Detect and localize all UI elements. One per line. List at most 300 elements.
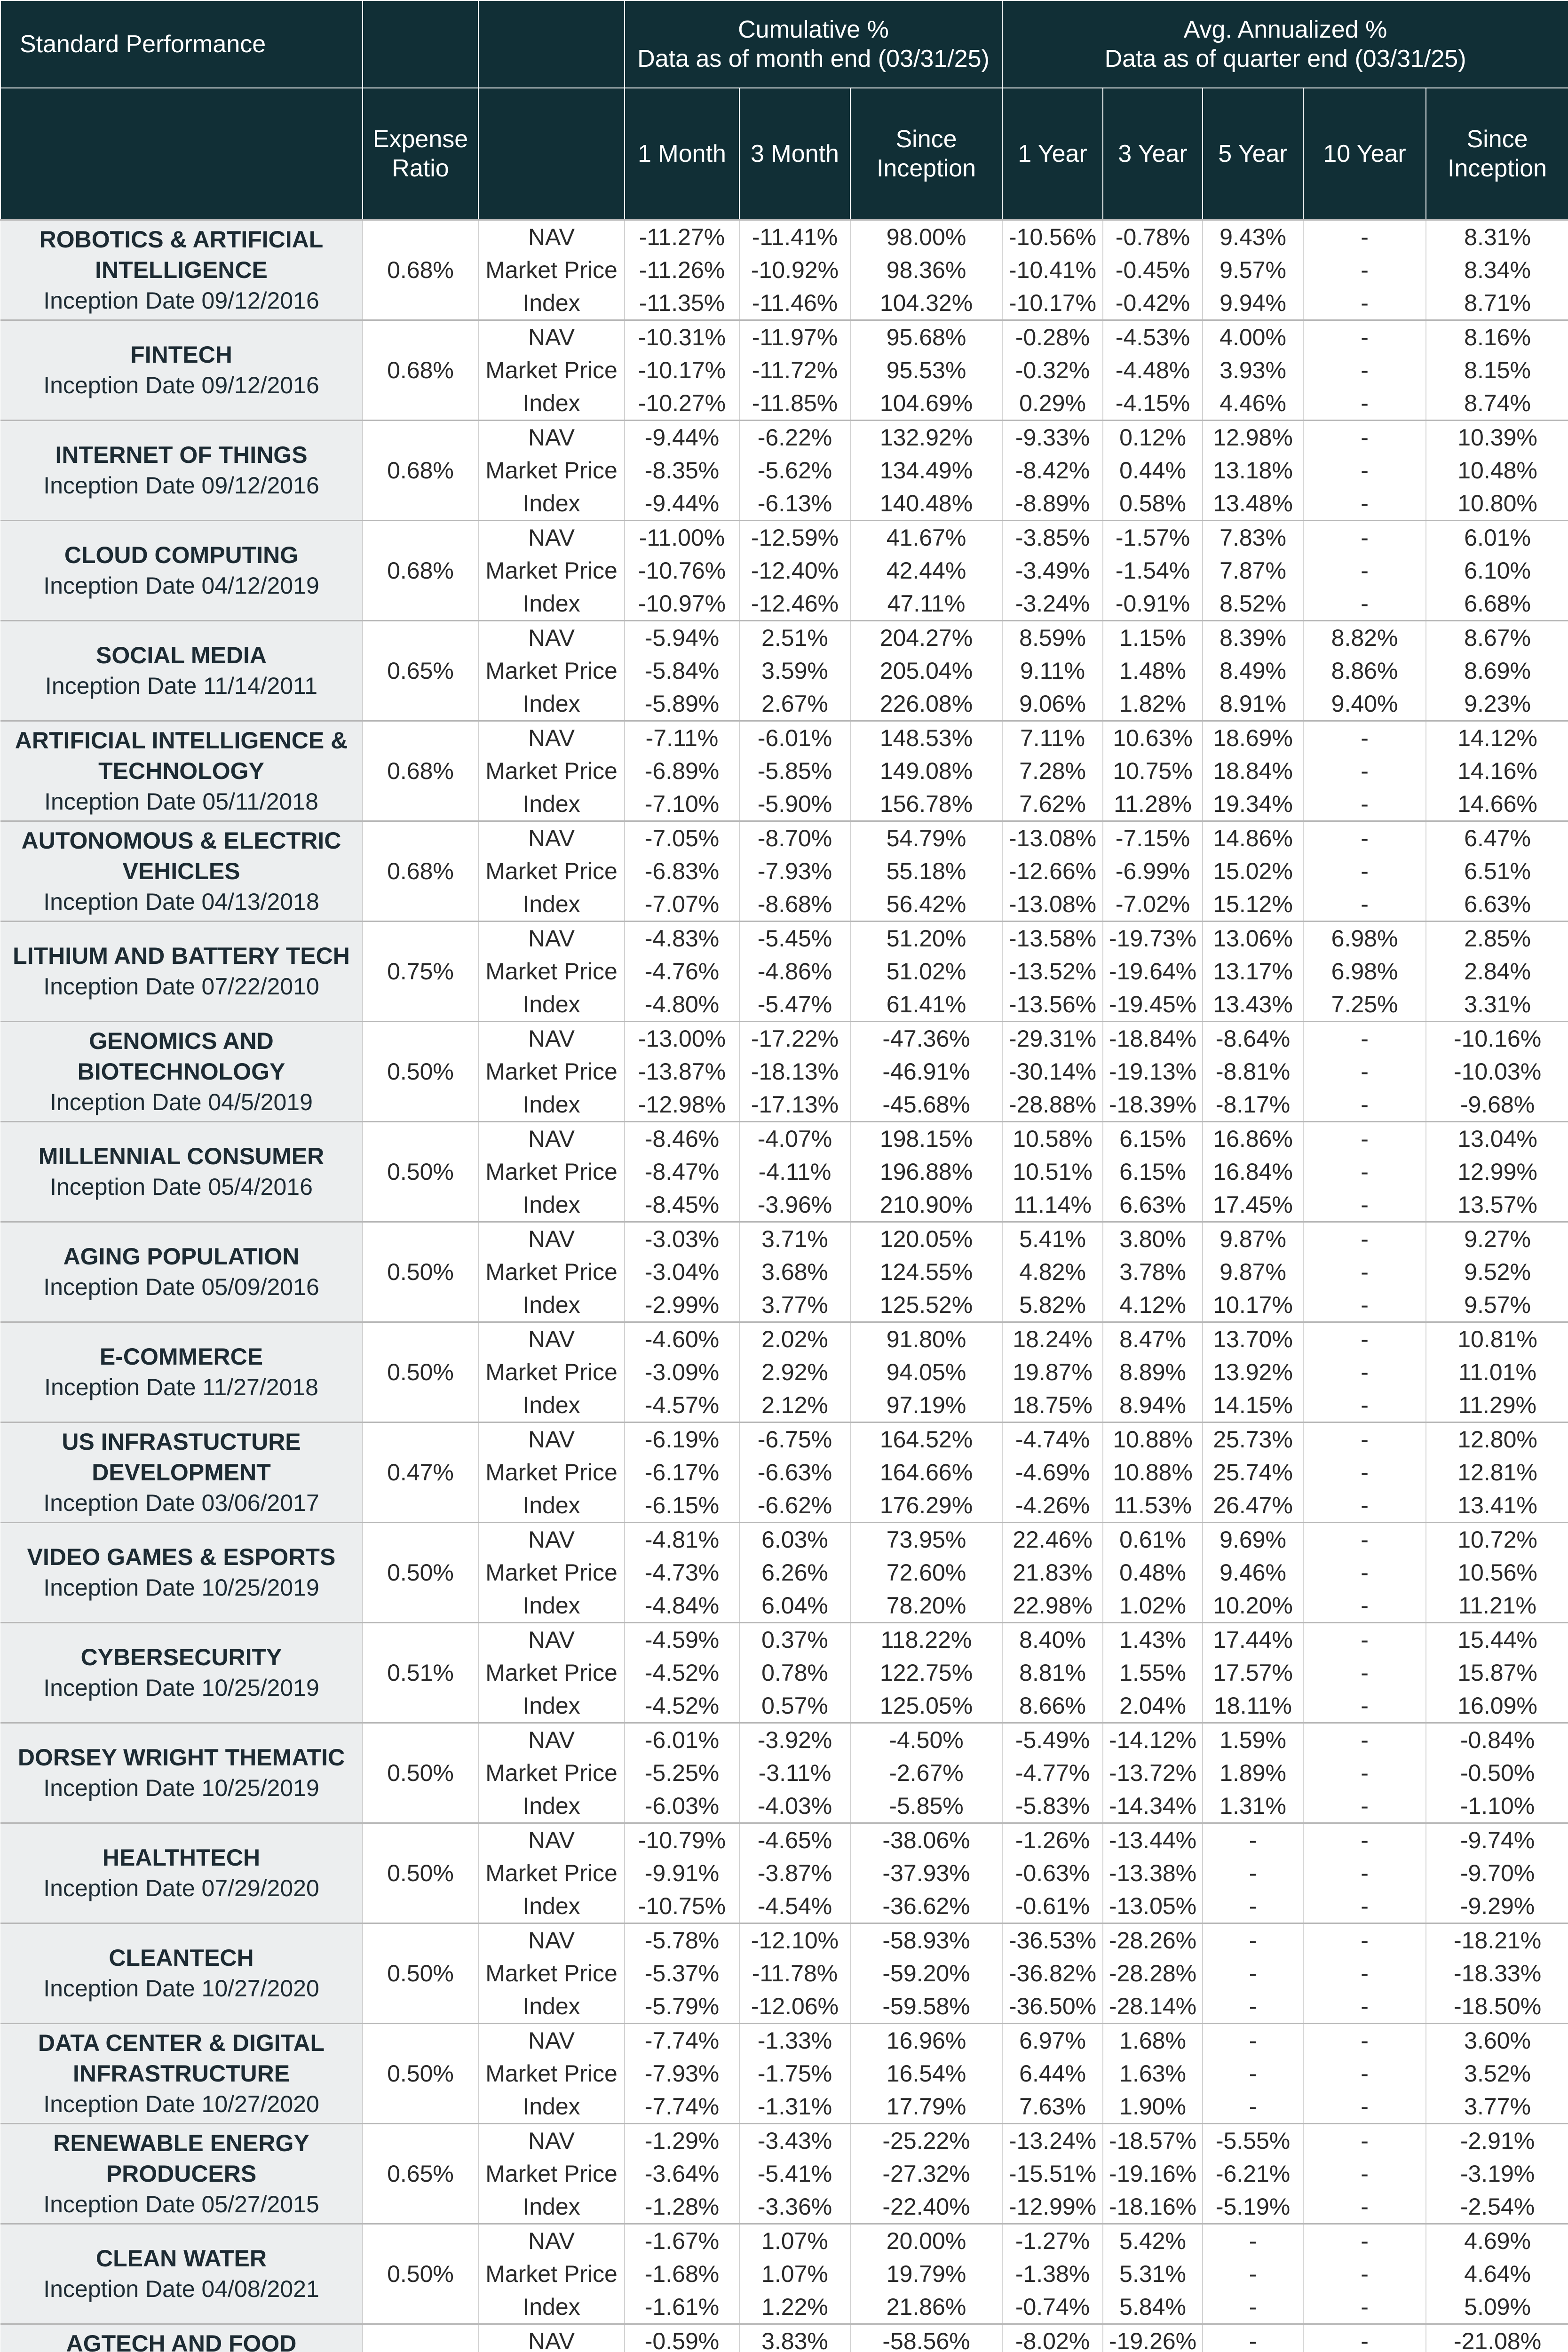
value-cell-since-inception-annualized: -18.33% (1426, 1957, 1568, 1990)
value-cell-1-year: 11.14% (1002, 1188, 1103, 1222)
value-cell-1-month: -7.05% (625, 821, 739, 855)
return-type-cell: NAV (478, 320, 625, 354)
value-cell-1-year: 18.24% (1002, 1322, 1103, 1356)
value-cell-1-year: -0.32% (1002, 354, 1103, 387)
value-cell-3-year: -13.44% (1103, 1823, 1203, 1857)
return-type-cell: NAV (478, 821, 625, 855)
value-cell-3-year: 10.63% (1103, 721, 1203, 755)
value-cell-3-year: 5.84% (1103, 2290, 1203, 2324)
value-cell-1-month: -4.52% (625, 1689, 739, 1723)
value-cell-since-inception-annualized: 13.41% (1426, 1489, 1568, 1523)
value-cell-1-month: -5.84% (625, 654, 739, 687)
value-cell-since-inception-annualized: -10.16% (1426, 1022, 1568, 1056)
value-cell-1-year: -13.58% (1002, 922, 1103, 955)
value-cell-since-inception-cumulative: 125.05% (850, 1689, 1002, 1723)
fund-name-cell (0, 421, 363, 521)
value-cell-1-year: 19.87% (1002, 1356, 1103, 1389)
table-row (0, 320, 1568, 354)
value-cell-1-year: 7.11% (1002, 721, 1103, 755)
value-cell-3-year: 10.88% (1103, 1456, 1203, 1489)
value-cell-3-month: -5.41% (739, 2157, 850, 2190)
value-cell-1-month: -4.81% (625, 1523, 739, 1557)
table-row (0, 521, 1568, 555)
value-cell-10-year: - (1303, 2157, 1426, 2190)
value-cell-since-inception-annualized: 10.72% (1426, 1523, 1568, 1557)
value-cell-since-inception-cumulative: -47.36% (850, 1022, 1002, 1056)
value-cell-since-inception-cumulative: -27.32% (850, 2157, 1002, 2190)
value-cell-10-year: - (1303, 1890, 1426, 1923)
value-cell-5-year: 9.69% (1203, 1523, 1303, 1557)
value-cell-1-month: -8.46% (625, 1122, 739, 1156)
fund-name: LITHIUM AND BATTERY TECH (13, 943, 350, 969)
fund-name: US INFRASTUCTURE DEVELOPMENT (62, 1428, 301, 1486)
value-cell-5-year: 19.34% (1203, 787, 1303, 821)
value-cell-since-inception-cumulative: 17.79% (850, 2090, 1002, 2124)
value-cell-5-year: - (1203, 1823, 1303, 1857)
value-cell-since-inception-annualized: -2.91% (1426, 2124, 1568, 2158)
value-cell-since-inception-annualized: 8.34% (1426, 254, 1568, 286)
value-cell-since-inception-annualized: 8.31% (1426, 220, 1568, 254)
cumulative-title: Cumulative % (738, 16, 889, 43)
value-cell-since-inception-annualized: -18.50% (1426, 1990, 1568, 2024)
fund-inception-date: Inception Date 05/11/2018 (44, 788, 318, 815)
return-type-cell: Market Price (478, 2257, 625, 2290)
value-cell-since-inception-annualized: 6.68% (1426, 587, 1568, 621)
value-cell-1-year: -12.99% (1002, 2190, 1103, 2224)
value-cell-10-year: - (1303, 721, 1426, 755)
value-cell-5-year: 13.06% (1203, 922, 1303, 955)
value-cell-1-month: -4.59% (625, 1623, 739, 1657)
expense-ratio-cell: 0.50% (363, 2024, 478, 2124)
table-row (0, 1022, 1568, 1056)
value-cell-1-year: 6.44% (1002, 2057, 1103, 2090)
value-cell-since-inception-cumulative: -46.91% (850, 1055, 1002, 1088)
value-cell-5-year: - (1203, 1990, 1303, 2024)
return-type-cell: Market Price (478, 1055, 625, 1088)
return-type-cell: Market Price (478, 955, 625, 988)
value-cell-1-year: 21.83% (1002, 1556, 1103, 1589)
header-spacer (478, 0, 625, 88)
value-cell-3-year: 6.15% (1103, 1155, 1203, 1188)
return-type-cell: Market Price (478, 1356, 625, 1389)
return-type-cell: Index (478, 1789, 625, 1823)
value-cell-5-year: 18.11% (1203, 1689, 1303, 1723)
value-cell-1-month: -4.83% (625, 922, 739, 955)
fund-name: RENEWABLE ENERGY PRODUCERS (53, 2130, 309, 2187)
value-cell-3-month: -18.13% (739, 1055, 850, 1088)
expense-ratio-cell: 0.50% (363, 1523, 478, 1623)
value-cell-1-month: -7.74% (625, 2024, 739, 2058)
value-cell-since-inception-cumulative: 73.95% (850, 1523, 1002, 1557)
value-cell-since-inception-annualized: 2.85% (1426, 922, 1568, 955)
value-cell-1-month: -4.73% (625, 1556, 739, 1589)
value-cell-3-year: -0.45% (1103, 254, 1203, 286)
fund-name-cell (0, 1422, 363, 1523)
value-cell-1-year: 22.98% (1002, 1589, 1103, 1623)
value-cell-1-month: -7.74% (625, 2090, 739, 2124)
return-type-cell: Index (478, 286, 625, 320)
value-cell-3-year: -19.13% (1103, 1055, 1203, 1088)
value-cell-5-year: 10.20% (1203, 1589, 1303, 1623)
fund-name: CLEAN WATER (96, 2245, 267, 2272)
value-cell-5-year: 1.31% (1203, 1789, 1303, 1823)
fund-inception-date: Inception Date 04/5/2019 (50, 1089, 313, 1115)
return-type-cell: Market Price (478, 1255, 625, 1288)
return-type-cell: NAV (478, 2224, 625, 2258)
return-type-cell: Index (478, 1689, 625, 1723)
value-cell-3-month: 2.51% (739, 621, 850, 655)
value-cell-since-inception-cumulative: 205.04% (850, 654, 1002, 687)
value-cell-3-month: -6.75% (739, 1422, 850, 1456)
value-cell-5-year: - (1203, 2224, 1303, 2258)
value-cell-1-year: 5.82% (1002, 1288, 1103, 1322)
value-cell-10-year: - (1303, 487, 1426, 521)
fund-inception-date: Inception Date 07/22/2010 (43, 973, 319, 1000)
value-cell-1-year: 10.51% (1002, 1155, 1103, 1188)
value-cell-since-inception-annualized: 6.51% (1426, 855, 1568, 888)
value-cell-3-month: -8.70% (739, 821, 850, 855)
fund-inception-date: Inception Date 10/25/2019 (43, 1775, 319, 1801)
value-cell-5-year: - (1203, 2057, 1303, 2090)
col-1-month-header: 1 Month (625, 88, 739, 220)
value-cell-3-month: -3.96% (739, 1188, 850, 1222)
value-cell-3-month: -4.07% (739, 1122, 850, 1156)
value-cell-10-year: - (1303, 1222, 1426, 1256)
value-cell-3-year: -18.84% (1103, 1022, 1203, 1056)
expense-ratio-cell: 0.50% (363, 1923, 478, 2024)
value-cell-5-year: 8.91% (1203, 687, 1303, 721)
value-cell-10-year: - (1303, 755, 1426, 787)
value-cell-3-year: 0.12% (1103, 421, 1203, 454)
value-cell-1-month: -11.00% (625, 521, 739, 555)
value-cell-since-inception-cumulative: -36.62% (850, 1890, 1002, 1923)
table-row (0, 1723, 1568, 1757)
value-cell-1-month: -1.29% (625, 2124, 739, 2158)
value-cell-1-month: -8.45% (625, 1188, 739, 1222)
value-cell-10-year: - (1303, 2224, 1426, 2258)
value-cell-10-year: - (1303, 387, 1426, 421)
value-cell-3-month: -11.85% (739, 387, 850, 421)
value-cell-1-month: -10.27% (625, 387, 739, 421)
value-cell-3-month: -11.72% (739, 354, 850, 387)
value-cell-3-year: 5.31% (1103, 2257, 1203, 2290)
value-cell-3-year: -13.38% (1103, 1857, 1203, 1890)
table-row (0, 2324, 1568, 2352)
value-cell-1-month: -8.35% (625, 454, 739, 487)
return-type-cell: NAV (478, 1322, 625, 1356)
value-cell-10-year: 9.40% (1303, 687, 1426, 721)
value-cell-3-year: 4.12% (1103, 1288, 1203, 1322)
value-cell-3-month: -8.68% (739, 888, 850, 922)
value-cell-3-month: -3.11% (739, 1756, 850, 1789)
value-cell-5-year: -5.19% (1203, 2190, 1303, 2224)
value-cell-since-inception-cumulative: 156.78% (850, 787, 1002, 821)
value-cell-10-year: - (1303, 1789, 1426, 1823)
return-type-cell: Index (478, 387, 625, 421)
value-cell-3-month: -6.62% (739, 1489, 850, 1523)
return-type-cell: Index (478, 487, 625, 521)
value-cell-10-year: - (1303, 1756, 1426, 1789)
expense-ratio-cell (363, 2324, 478, 2352)
value-cell-since-inception-cumulative: -59.20% (850, 1957, 1002, 1990)
expense-ratio-cell: 0.65% (363, 2124, 478, 2224)
table-header (0, 0, 1568, 220)
table-row (0, 421, 1568, 454)
value-cell-since-inception-annualized: 6.63% (1426, 888, 1568, 922)
value-cell-10-year: - (1303, 1022, 1426, 1056)
value-cell-5-year: 18.84% (1203, 755, 1303, 787)
expense-ratio-cell: 0.65% (363, 621, 478, 721)
value-cell-5-year: -8.17% (1203, 1088, 1303, 1122)
table-row (0, 1923, 1568, 1957)
return-type-cell: Index (478, 1589, 625, 1623)
value-cell-3-year: -7.02% (1103, 888, 1203, 922)
return-type-cell: NAV (478, 1523, 625, 1557)
value-cell-since-inception-cumulative: 20.00% (850, 2224, 1002, 2258)
value-cell-5-year: 13.43% (1203, 988, 1303, 1022)
value-cell-since-inception-cumulative: 104.69% (850, 387, 1002, 421)
value-cell-since-inception-annualized: 6.10% (1426, 554, 1568, 587)
value-cell-10-year: - (1303, 855, 1426, 888)
value-cell-since-inception-annualized: -9.74% (1426, 1823, 1568, 1857)
value-cell-5-year: - (1203, 2090, 1303, 2124)
fund-name-cell (0, 1322, 363, 1422)
col-since-inception-cumulative-header: Since Inception (850, 88, 1002, 220)
table-row (0, 2024, 1568, 2058)
fund-inception-date: Inception Date 04/13/2018 (43, 888, 319, 915)
fund-inception-date: Inception Date 04/08/2021 (43, 2276, 319, 2302)
value-cell-3-year: -13.72% (1103, 1756, 1203, 1789)
value-cell-since-inception-annualized: 10.56% (1426, 1556, 1568, 1589)
expense-ratio-cell: 0.68% (363, 821, 478, 922)
value-cell-3-year: 8.47% (1103, 1322, 1203, 1356)
value-cell-3-month: 1.07% (739, 2257, 850, 2290)
value-cell-10-year: 7.25% (1303, 988, 1426, 1022)
value-cell-1-year: -0.74% (1002, 2290, 1103, 2324)
fund-name-cell (0, 1222, 363, 1322)
fund-name-cell (0, 220, 363, 320)
table-row (0, 721, 1568, 755)
value-cell-3-year: -28.14% (1103, 1990, 1203, 2024)
return-type-cell: NAV (478, 521, 625, 555)
value-cell-3-year: 3.80% (1103, 1222, 1203, 1256)
fund-name: AGTECH AND FOOD (66, 2330, 297, 2352)
return-type-cell: Market Price (478, 254, 625, 286)
return-type-cell: NAV (478, 1122, 625, 1156)
value-cell-3-year: -19.45% (1103, 988, 1203, 1022)
value-cell-3-month: -5.62% (739, 454, 850, 487)
value-cell-since-inception-annualized: -1.10% (1426, 1789, 1568, 1823)
table-row (0, 1823, 1568, 1857)
value-cell-3-year: 1.63% (1103, 2057, 1203, 2090)
value-cell-1-year: -36.50% (1002, 1990, 1103, 2024)
value-cell-since-inception-annualized: 10.81% (1426, 1322, 1568, 1356)
table-body (0, 220, 1568, 2352)
value-cell-since-inception-annualized: -0.84% (1426, 1723, 1568, 1757)
return-type-cell: NAV (478, 721, 625, 755)
fund-name: CYBERSECURITY (80, 1644, 282, 1670)
value-cell-since-inception-annualized: 12.80% (1426, 1422, 1568, 1456)
return-type-cell: Market Price (478, 1756, 625, 1789)
value-cell-since-inception-cumulative: 164.52% (850, 1422, 1002, 1456)
value-cell-3-month: 0.78% (739, 1656, 850, 1689)
value-cell-10-year: - (1303, 1656, 1426, 1689)
standard-performance-header: Standard Performance (0, 0, 363, 88)
value-cell-3-month: 3.77% (739, 1288, 850, 1322)
value-cell-1-year: 9.06% (1002, 687, 1103, 721)
value-cell-1-year: -4.26% (1002, 1489, 1103, 1523)
value-cell-since-inception-cumulative: 61.41% (850, 988, 1002, 1022)
value-cell-since-inception-annualized: 8.71% (1426, 286, 1568, 320)
value-cell-3-month: -3.92% (739, 1723, 850, 1757)
value-cell-5-year: 8.52% (1203, 587, 1303, 621)
value-cell-10-year: - (1303, 2290, 1426, 2324)
fund-name: AUTONOMOUS & ELECTRIC VEHICLES (21, 827, 341, 884)
value-cell-since-inception-annualized: 12.81% (1426, 1456, 1568, 1489)
value-cell-since-inception-cumulative: -45.68% (850, 1088, 1002, 1122)
value-cell-10-year: - (1303, 1322, 1426, 1356)
value-cell-3-month: 2.12% (739, 1389, 850, 1422)
value-cell-1-year: -8.89% (1002, 487, 1103, 521)
value-cell-3-year: -19.64% (1103, 955, 1203, 988)
header-spacer (0, 88, 363, 220)
fund-name-cell (0, 2124, 363, 2224)
value-cell-10-year: - (1303, 554, 1426, 587)
value-cell-3-year: -18.57% (1103, 2124, 1203, 2158)
value-cell-5-year: 14.15% (1203, 1389, 1303, 1422)
value-cell-since-inception-annualized: 6.47% (1426, 821, 1568, 855)
value-cell-10-year: - (1303, 821, 1426, 855)
value-cell-since-inception-cumulative: 55.18% (850, 855, 1002, 888)
value-cell-5-year: 1.59% (1203, 1723, 1303, 1757)
fund-name-cell (0, 1923, 363, 2024)
value-cell-3-month: 3.68% (739, 1255, 850, 1288)
value-cell-1-year: 8.40% (1002, 1623, 1103, 1657)
value-cell-since-inception-cumulative: 198.15% (850, 1122, 1002, 1156)
return-type-cell: Market Price (478, 1556, 625, 1589)
value-cell-1-year: 8.81% (1002, 1656, 1103, 1689)
value-cell-1-year: -3.49% (1002, 554, 1103, 587)
return-type-cell: Market Price (478, 654, 625, 687)
value-cell-3-month: -6.01% (739, 721, 850, 755)
value-cell-since-inception-annualized: 15.87% (1426, 1656, 1568, 1689)
value-cell-10-year: - (1303, 1288, 1426, 1322)
value-cell-3-year: 0.61% (1103, 1523, 1203, 1557)
value-cell-3-year: 11.53% (1103, 1489, 1203, 1523)
value-cell-10-year: - (1303, 1523, 1426, 1557)
value-cell-since-inception-annualized: 10.39% (1426, 421, 1568, 454)
col-1-year-header: 1 Year (1002, 88, 1103, 220)
expense-ratio-cell: 0.68% (363, 721, 478, 821)
cumulative-group-header (625, 0, 1002, 88)
value-cell-3-month: -12.59% (739, 521, 850, 555)
value-cell-3-month: -12.06% (739, 1990, 850, 2024)
fund-name-cell (0, 1523, 363, 1623)
value-cell-3-year: -28.28% (1103, 1957, 1203, 1990)
value-cell-5-year: 15.02% (1203, 855, 1303, 888)
table-row (0, 821, 1568, 855)
value-cell-5-year: -6.21% (1203, 2157, 1303, 2190)
value-cell-since-inception-cumulative: 21.86% (850, 2290, 1002, 2324)
value-cell-5-year: 9.43% (1203, 220, 1303, 254)
value-cell-3-month: -3.36% (739, 2190, 850, 2224)
value-cell-5-year: 9.46% (1203, 1556, 1303, 1589)
value-cell-since-inception-cumulative: 97.19% (850, 1389, 1002, 1422)
value-cell-5-year: - (1203, 1957, 1303, 1990)
value-cell-5-year: 25.74% (1203, 1456, 1303, 1489)
return-type-cell: Index (478, 1088, 625, 1122)
header-spacer (478, 88, 625, 220)
return-type-cell: NAV (478, 1723, 625, 1757)
value-cell-3-month: -12.46% (739, 587, 850, 621)
value-cell-10-year: - (1303, 1589, 1426, 1623)
value-cell-since-inception-cumulative: 51.02% (850, 955, 1002, 988)
value-cell-since-inception-cumulative: 149.08% (850, 755, 1002, 787)
value-cell-3-year: -4.48% (1103, 354, 1203, 387)
value-cell-since-inception-cumulative: 125.52% (850, 1288, 1002, 1322)
fund-inception-date: Inception Date 11/27/2018 (44, 1374, 318, 1400)
value-cell-1-month: -6.01% (625, 1723, 739, 1757)
value-cell-5-year: 18.69% (1203, 721, 1303, 755)
fund-inception-date: Inception Date 04/12/2019 (43, 572, 319, 599)
value-cell-1-year: 6.97% (1002, 2024, 1103, 2058)
value-cell-5-year: 17.45% (1203, 1188, 1303, 1222)
value-cell-3-year: 0.48% (1103, 1556, 1203, 1589)
value-cell-10-year: - (1303, 1990, 1426, 2024)
value-cell-10-year: - (1303, 1957, 1426, 1990)
value-cell-since-inception-annualized: -0.50% (1426, 1756, 1568, 1789)
value-cell-since-inception-annualized: 3.31% (1426, 988, 1568, 1022)
value-cell-1-year: -1.38% (1002, 2257, 1103, 2290)
value-cell-5-year: 17.44% (1203, 1623, 1303, 1657)
value-cell-since-inception-cumulative: -4.50% (850, 1723, 1002, 1757)
value-cell-3-year: 8.94% (1103, 1389, 1203, 1422)
expense-ratio-cell: 0.51% (363, 1623, 478, 1723)
value-cell-1-year: -12.66% (1002, 855, 1103, 888)
value-cell-1-month: -2.99% (625, 1288, 739, 1322)
value-cell-since-inception-annualized: -2.54% (1426, 2190, 1568, 2224)
value-cell-10-year: 8.86% (1303, 654, 1426, 687)
value-cell-3-month: -6.22% (739, 421, 850, 454)
fund-name: ROBOTICS & ARTIFICIAL INTELLIGENCE (39, 226, 324, 283)
value-cell-1-month: -7.07% (625, 888, 739, 922)
return-type-cell: Index (478, 1188, 625, 1222)
value-cell-1-year: -9.33% (1002, 421, 1103, 454)
value-cell-1-month: -3.64% (625, 2157, 739, 2190)
value-cell-3-year: 8.89% (1103, 1356, 1203, 1389)
fund-inception-date: Inception Date 03/06/2017 (43, 1489, 319, 1516)
value-cell-10-year: - (1303, 587, 1426, 621)
value-cell-3-month: 3.83% (739, 2324, 850, 2352)
value-cell-10-year: - (1303, 1088, 1426, 1122)
value-cell-3-year: 1.68% (1103, 2024, 1203, 2058)
value-cell-1-month: -10.97% (625, 587, 739, 621)
value-cell-1-year: 18.75% (1002, 1389, 1103, 1422)
value-cell-5-year: - (1203, 2324, 1303, 2352)
fund-name-cell (0, 2024, 363, 2124)
value-cell-10-year: - (1303, 320, 1426, 354)
value-cell-10-year: - (1303, 254, 1426, 286)
value-cell-1-month: -6.03% (625, 1789, 739, 1823)
fund-name-cell (0, 821, 363, 922)
return-type-cell: NAV (478, 1923, 625, 1957)
value-cell-5-year: 13.70% (1203, 1322, 1303, 1356)
value-cell-1-year: 8.59% (1002, 621, 1103, 655)
value-cell-1-year: -30.14% (1002, 1055, 1103, 1088)
fund-inception-date: Inception Date 05/4/2016 (50, 1174, 313, 1200)
value-cell-10-year: - (1303, 1489, 1426, 1523)
value-cell-10-year: - (1303, 2190, 1426, 2224)
